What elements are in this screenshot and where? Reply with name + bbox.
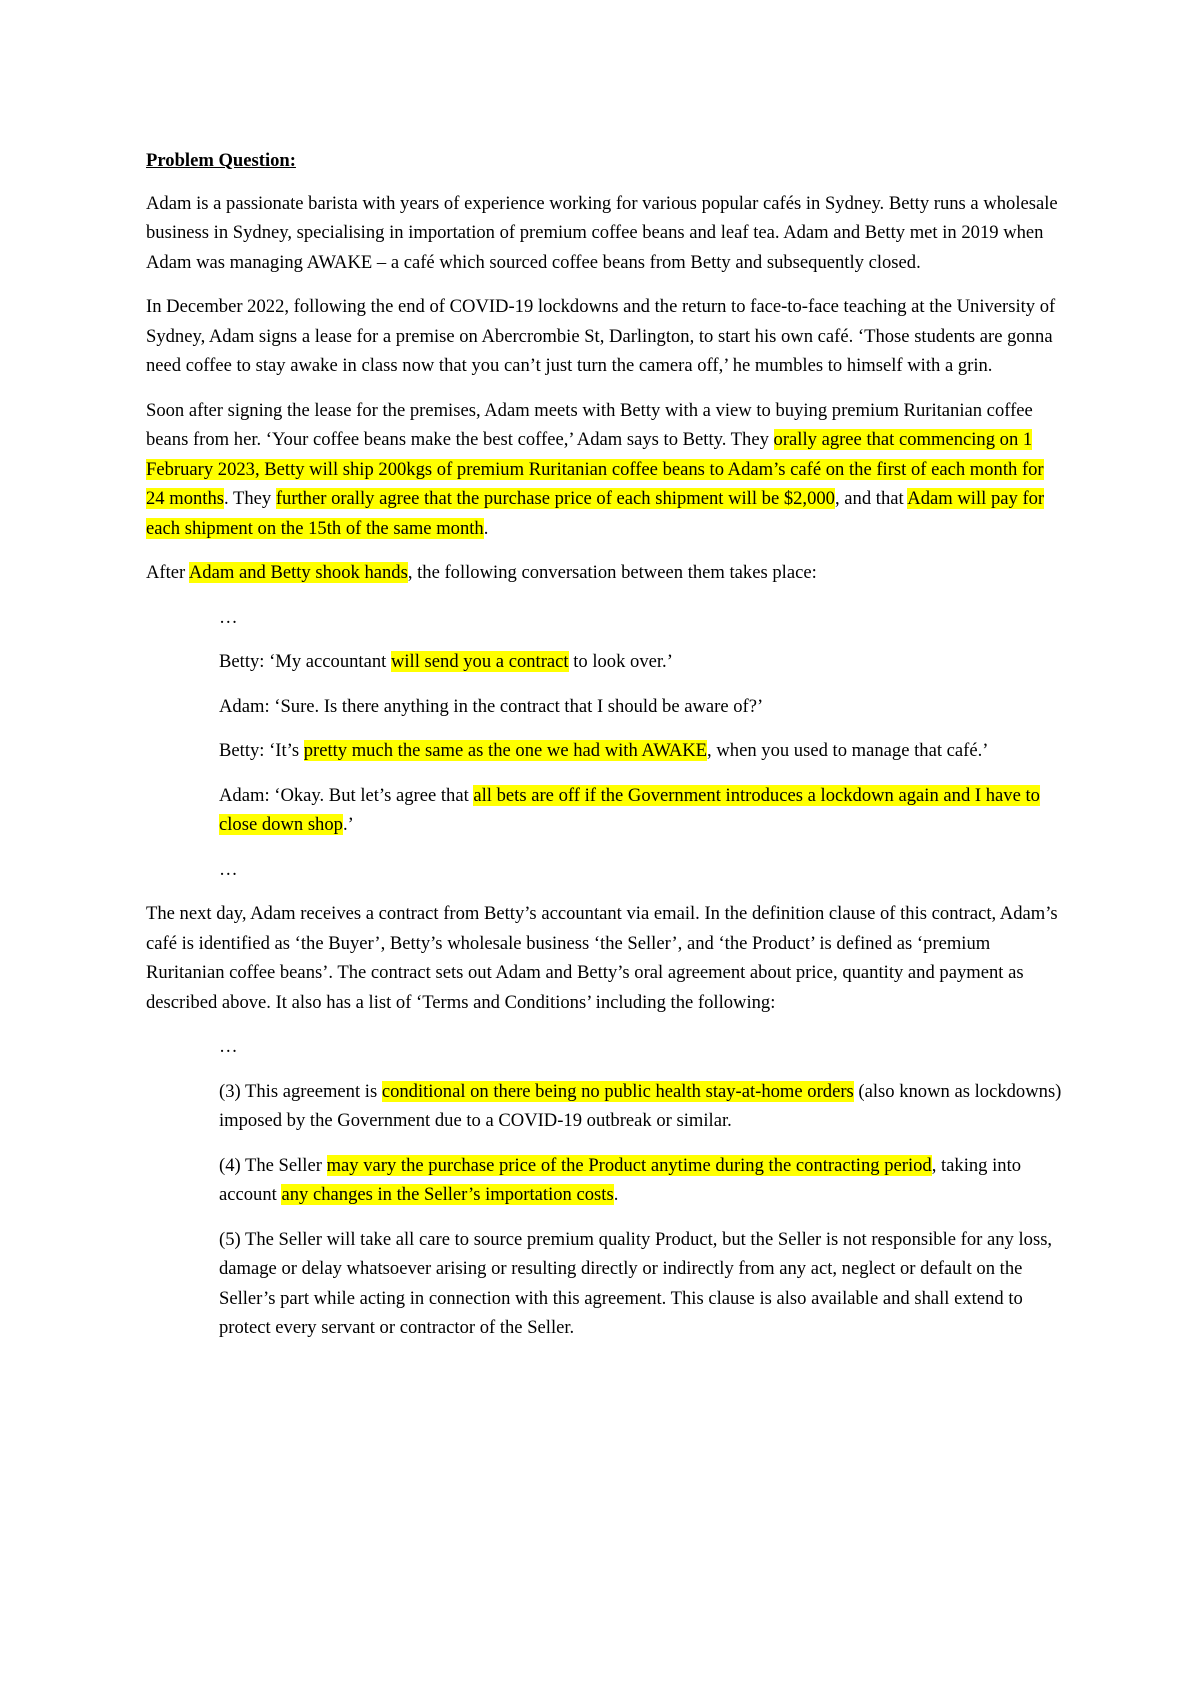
paragraph-handshake: [146, 558, 1066, 588]
dialogue-betty-contract: [219, 647, 1066, 677]
text-segment: Adam: ‘Okay. But let’s agree that: [219, 784, 474, 806]
problem-heading: Problem Question:: [146, 150, 296, 171]
ellipsis-dialogue-start: …: [219, 606, 238, 628]
text-segment: , when you used to manage that café.’: [707, 740, 989, 761]
text-segment: .’: [342, 814, 354, 835]
highlight-shipment-terms: orally agree that commencing on 1 February 2023, Betty will ship 200kgs of premium Ruritanian coffee beans to Adam’s café on the first of each month for 24 months: [146, 429, 1044, 509]
text-segment: After: [146, 562, 189, 583]
document-page: [146, 146, 1066, 1358]
paragraph-contract: The next day, Adam receives a contract from Betty’s accountant via email. In the definition clause of this contract, Adam’s café is identified as ‘the Buyer’, Betty’s wholesale business ‘the Seller’, and ‘the Product’ is defined as ‘premium Ruritanian coffee beans’. The contract sets out Adam and Betty’s oral agreement about price, quantity and payment as described above. It also has a list of ‘Terms and Conditions’ including the following:: [146, 903, 1058, 1013]
clause-4: [219, 1151, 1066, 1210]
text-segment: Betty: ‘It’s: [219, 740, 304, 761]
paragraph-lease: In December 2022, following the end of COVID-19 lockdowns and the return to face-to-face teaching at the University of Sydney, Adam signs a lease for a premise on Abercrombie St, Darlington, to start his own café. ‘Those students are gonna need coffee to stay awake in class now that you can’t just turn the camera off,’ he mumbles to himself with a grin.: [146, 296, 1056, 376]
paragraph-intro: Adam is a passionate barista with years of experience working for various popular cafés in Sydney. Betty runs a wholesale business in Sydney, specialising in importation of premium coffee beans and leaf tea. Adam and Betty met in 2019 when Adam was managing AWAKE – a café which sourced coffee beans from Betty and subsequently closed.: [146, 192, 1058, 273]
dialogue-adam-lockdown: [219, 781, 1066, 840]
dialogue-adam-question: Adam: ‘Sure. Is there anything in the contract that I should be aware of?’: [219, 695, 764, 717]
text-segment: .: [613, 1184, 619, 1205]
highlight-handshake: Adam and Betty shook hands: [188, 562, 408, 583]
clause-3: [219, 1077, 1066, 1136]
text-segment: Betty: ‘My accountant: [219, 651, 391, 672]
highlight-price-terms: further orally agree that the purchase price of each shipment will be $2,000: [275, 488, 835, 509]
text-segment: , the following conversation between them takes place:: [407, 562, 817, 583]
highlight-lockdown-condition: all bets are off if the Government introduces a lockdown again and I have to close down shop: [219, 784, 1040, 835]
highlight-importation-costs: any changes in the Seller’s importation costs: [281, 1184, 614, 1205]
paragraph-agreement: [146, 396, 1066, 544]
dialogue-betty-awake: [219, 736, 1066, 766]
ellipsis-dialogue-end: …: [219, 858, 238, 880]
text-segment: to look over.’: [568, 651, 673, 672]
ellipsis-clauses-start: …: [219, 1036, 238, 1057]
highlight-vary-price: may vary the purchase price of the Product anytime during the contracting period: [326, 1154, 932, 1176]
text-segment: Soon after signing the lease for the premises, Adam meets with Betty with a view to buying premium Ruritanian coffee beans from her. ‘Your coffee beans make the best coffee,’ Adam says to Betty. They: [146, 399, 1033, 450]
highlight-payment-terms: Adam will pay for each shipment on the 15th of the same month: [146, 488, 1045, 539]
highlight-send-contract: will send you a contract: [390, 651, 569, 672]
clause-5: (5) The Seller will take all care to source premium quality Product, but the Seller is not responsible for any loss, damage or delay whatsoever arising or resulting directly or indirectly from any act, neglect or default on the Seller’s part while acting in connection with this agreement. This clause is also available and shall extend to protect every servant or contractor of the Seller.: [219, 1228, 1053, 1338]
text-segment: (also known as lockdowns) imposed by the Government due to a COVID-19 outbreak or similar.: [219, 1080, 1062, 1131]
highlight-conditional: conditional on there being no public health stay-at-home orders: [381, 1080, 854, 1102]
text-segment: .: [483, 517, 489, 539]
text-segment: , and that: [834, 488, 908, 509]
text-segment: (4) The Seller: [219, 1154, 327, 1176]
text-segment: (3) This agreement is: [219, 1080, 382, 1102]
text-segment: . They: [224, 488, 276, 509]
text-segment: , taking into account: [219, 1154, 1022, 1205]
highlight-same-as-awake: pretty much the same as the one we had with AWAKE: [303, 740, 708, 761]
